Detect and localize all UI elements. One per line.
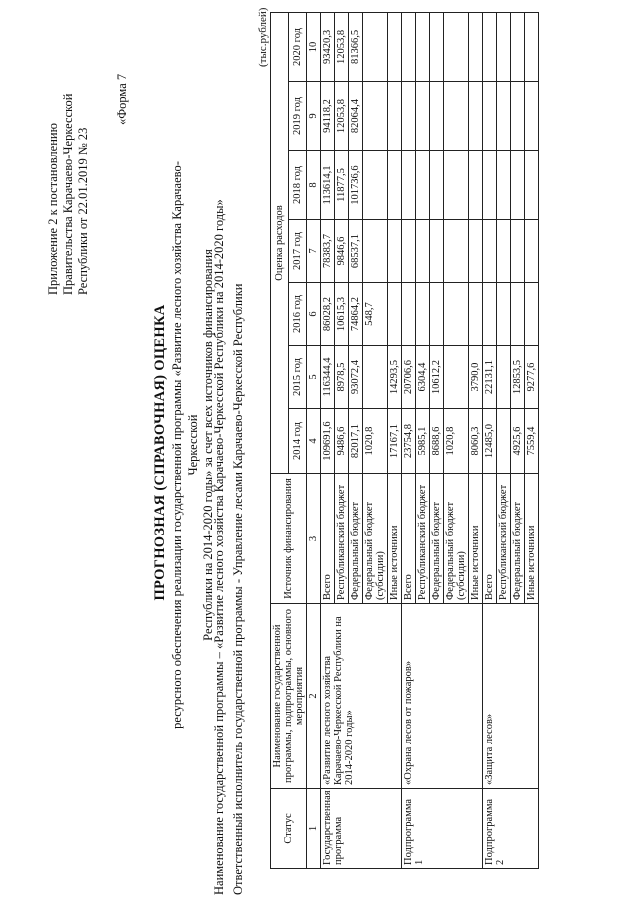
row-value: 94118,2 [321, 82, 335, 151]
appendix-line: Приложение 2 к постановлению [46, 123, 60, 295]
row-program-name: «Развитие лесного хозяйства Карачаево-Черкесской Республики на 2014-2020 годы» [321, 604, 402, 789]
header-year: 2014 год [289, 409, 307, 474]
row-value: 86028,2 [321, 283, 335, 346]
row-value [444, 283, 469, 346]
row-value: 82064,4 [349, 82, 363, 151]
column-number: 3 [307, 474, 321, 604]
row-value [497, 409, 511, 474]
row-value [388, 220, 402, 283]
header-name: Наименование государственной программы, подпрограммы, основного мероприятия [271, 604, 307, 789]
header-year: 2018 год [289, 151, 307, 220]
row-value [483, 220, 497, 283]
row-value [469, 220, 483, 283]
unit-label: (тыс.рублей) [257, 7, 269, 67]
row-value [511, 12, 525, 81]
row-value [416, 220, 430, 283]
row-value [363, 82, 388, 151]
column-number: 1 [307, 789, 321, 869]
row-funding-source: Федеральный бюджет (субсидии) [444, 474, 469, 604]
row-value [483, 283, 497, 346]
row-value [430, 220, 444, 283]
table-row [483, 12, 497, 868]
row-value [430, 283, 444, 346]
header-year: 2016 год [289, 283, 307, 346]
row-value: 7559,4 [525, 409, 539, 474]
row-value [497, 220, 511, 283]
row-value [444, 12, 469, 81]
row-value [388, 82, 402, 151]
row-value [497, 151, 511, 220]
program-name: Наименование государственной программы – «Развитие лесного хозяйства Карачаево-Черкесской Республики на 2014-2020 годы» [212, 199, 226, 895]
row-value [402, 82, 416, 151]
column-number: 5 [307, 346, 321, 409]
row-funding-source: Федеральный бюджет [349, 474, 363, 604]
row-value [483, 151, 497, 220]
row-value: 116344,4 [321, 346, 335, 409]
header-year: 2015 год [289, 346, 307, 409]
row-value [388, 151, 402, 220]
row-value [525, 151, 539, 220]
table-body [321, 12, 539, 868]
row-value: 11877,5 [335, 151, 349, 220]
row-value: 5985,1 [416, 409, 430, 474]
header-estimate: Оценка расходов [271, 12, 289, 473]
row-value: 93072,4 [349, 346, 363, 409]
row-funding-source: Иные источники [469, 474, 483, 604]
table-row [321, 12, 335, 868]
row-value: 17167,1 [388, 409, 402, 474]
row-value: 82017,1 [349, 409, 363, 474]
row-funding-source: Федеральный бюджет (субсидии) [363, 474, 388, 604]
row-value [363, 12, 388, 81]
row-value: 14293,5 [388, 346, 402, 409]
row-funding-source: Федеральный бюджет [511, 474, 525, 604]
row-value: 113614,1 [321, 151, 335, 220]
column-number-row [307, 12, 321, 868]
row-value: 12853,5 [511, 346, 525, 409]
row-status: Государственная программа [321, 789, 402, 869]
row-funding-source: Иные источники [525, 474, 539, 604]
row-value [402, 220, 416, 283]
row-value: 548,7 [363, 283, 388, 346]
appendix-line: Республики от 22.01.2019 № 23 [76, 127, 90, 295]
row-value [511, 283, 525, 346]
row-value: 93420,3 [321, 12, 335, 81]
column-number: 7 [307, 220, 321, 283]
column-number: 10 [307, 12, 321, 81]
row-value: 23754,8 [402, 409, 416, 474]
row-value [497, 346, 511, 409]
column-number: 4 [307, 409, 321, 474]
row-value [511, 151, 525, 220]
row-value [388, 283, 402, 346]
document-title: ПРОГНОЗНАЯ (СПРАВОЧНАЯ) ОЦЕНКА [152, 304, 168, 601]
row-value: 81366,5 [349, 12, 363, 81]
row-value [469, 151, 483, 220]
row-status: Подпрограмма 2 [483, 789, 539, 869]
row-value [363, 346, 388, 409]
table-row [402, 12, 416, 868]
row-value: 68537,1 [349, 220, 363, 283]
subtitle-line: Республики на 2014-2020 годы» за счет всех источников финансирования [201, 249, 216, 641]
row-value [416, 12, 430, 81]
row-value [363, 151, 388, 220]
row-status: Подпрограмма 1 [402, 789, 483, 869]
row-funding-source: Республиканский бюджет [497, 474, 511, 604]
row-funding-source: Всего [402, 474, 416, 604]
row-value [469, 12, 483, 81]
row-funding-source: Всего [321, 474, 335, 604]
row-funding-source: Республиканский бюджет [335, 474, 349, 604]
row-funding-source: Всего [483, 474, 497, 604]
column-number: 6 [307, 283, 321, 346]
row-value: 1020,8 [444, 409, 469, 474]
header-year: 2019 год [289, 82, 307, 151]
row-value: 12485,0 [483, 409, 497, 474]
row-value: 4925,6 [511, 409, 525, 474]
appendix-note [46, 15, 91, 295]
row-funding-source: Республиканский бюджет [416, 474, 430, 604]
row-program-name: «Охрана лесов от пожаров» [402, 604, 483, 789]
row-value: 8688,6 [430, 409, 444, 474]
row-value: 12053,8 [335, 12, 349, 81]
column-number: 9 [307, 82, 321, 151]
subtitle-line: ресурсного обеспечения реализации государственной программы «Развитие лесного хозяйства Карачаево-Черкесской [170, 161, 200, 729]
row-value: 12053,8 [335, 82, 349, 151]
row-value [444, 220, 469, 283]
row-value: 9277,6 [525, 346, 539, 409]
column-number: 8 [307, 151, 321, 220]
row-value [416, 151, 430, 220]
row-value: 78383,7 [321, 220, 335, 283]
row-value [469, 283, 483, 346]
row-value [416, 82, 430, 151]
row-value: 20706,6 [402, 346, 416, 409]
row-funding-source: Федеральный бюджет [430, 474, 444, 604]
row-value [483, 82, 497, 151]
row-value [525, 283, 539, 346]
row-value [469, 82, 483, 151]
row-value: 10612,2 [430, 346, 444, 409]
row-value [416, 283, 430, 346]
row-value: 10615,3 [335, 283, 349, 346]
row-value: 9846,6 [335, 220, 349, 283]
row-value [444, 82, 469, 151]
row-value [430, 82, 444, 151]
header-status: Статус [271, 789, 307, 869]
header-year: 2020 год [289, 12, 307, 81]
row-value [511, 82, 525, 151]
responsible-executor: Ответственный исполнитель государственной программы - Управление лесами Карачаево-Черкесской Республики [231, 283, 245, 895]
row-value: 8060,3 [469, 409, 483, 474]
row-value: 9486,6 [335, 409, 349, 474]
row-value: 8978,5 [335, 346, 349, 409]
form-label: «Форма 7 [115, 73, 129, 125]
row-value [430, 151, 444, 220]
row-value [483, 12, 497, 81]
header-year: 2017 год [289, 220, 307, 283]
row-value [402, 12, 416, 81]
appendix-line: Правительства Карачаево-Черкесской [61, 93, 75, 295]
row-value [525, 220, 539, 283]
row-value: 101736,6 [349, 151, 363, 220]
row-value [444, 151, 469, 220]
row-value: 3790,0 [469, 346, 483, 409]
row-program-name: «Защита лесов» [483, 604, 539, 789]
funding-table [270, 12, 539, 869]
row-value [525, 12, 539, 81]
row-value: 74864,2 [349, 283, 363, 346]
row-value: 6304,4 [416, 346, 430, 409]
row-value: 22131,1 [483, 346, 497, 409]
row-value [388, 12, 402, 81]
row-value [497, 82, 511, 151]
row-value [497, 283, 511, 346]
row-value [402, 151, 416, 220]
document-subtitle [170, 145, 217, 745]
row-value [444, 346, 469, 409]
row-value [525, 82, 539, 151]
row-value [511, 220, 525, 283]
row-value: 109691,6 [321, 409, 335, 474]
row-value [497, 12, 511, 81]
row-value [430, 12, 444, 81]
header-source: Источник финансирования [271, 474, 307, 604]
row-funding-source: Иные источники [388, 474, 402, 604]
row-value: 1020,8 [363, 409, 388, 474]
row-value [363, 220, 388, 283]
row-value [402, 283, 416, 346]
column-number: 2 [307, 604, 321, 789]
